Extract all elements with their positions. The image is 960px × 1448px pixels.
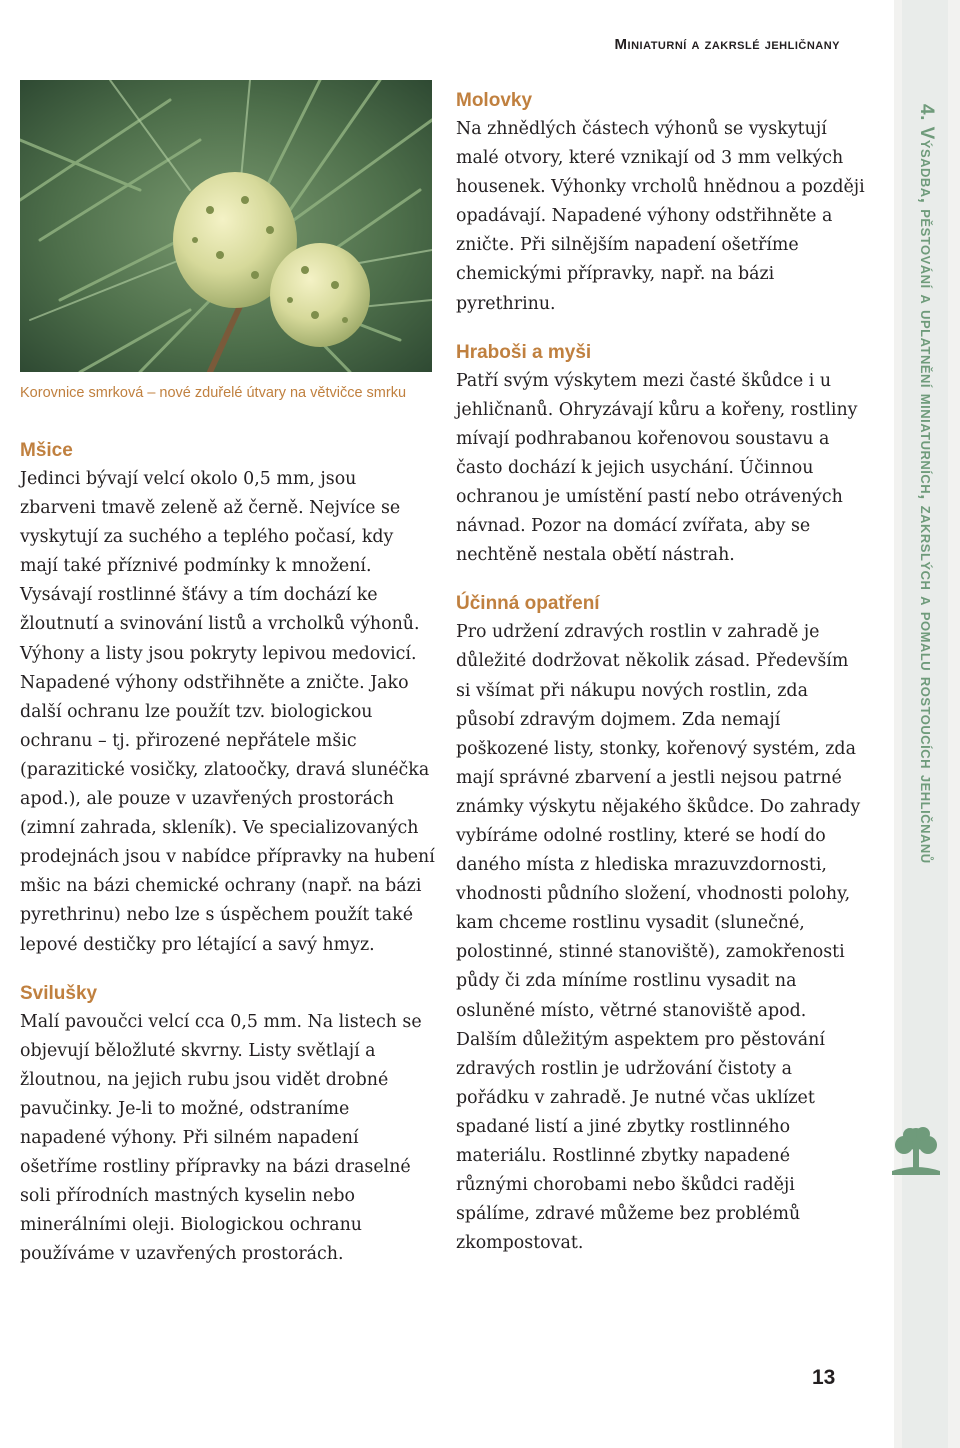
section-body-opatreni: Pro udržení zdravých rostlin v zahradě je důležité dodržovat několik zásad. Především si všímat při nákupu nových rostlin, zda působí zdravým dojmem. Zda nemají poškozené listy, stonky, kořenový systém, zda mají správné zbarvení a jestli nejsou patrné známky výskytu nějakého škůdce. Do zahrady vybíráme odolné rostliny, které se hodí do daného místa z hlediska mrazuvzdornosti, vhodnosti půdního složení, vhodnosti polohy, kam chceme rostlinu vysadit (slunečné, polostinné, stinné stanoviště), zamokřenosti půdy či zda míníme rostlinu vysadit na osluněné místo, větrné stanoviště apod. Dalším důležitým aspektem pro pěstování zdravých rostlin je udržování čistoty a pořádku v zahradě. Je nutné včas uklízet spadané listí a jiné zbytky rostlinného materiálu. Rostlinné zbytky napadené různými chorobami nebo škůdci raději spálíme, zdravé můžeme bez problémů zkompostovat. — [456, 622, 861, 1254]
section-body-svilusky: Malí pavoučci velcí cca 0,5 mm. Na listech se objevují běložluté skvrny. Listy světlají a žloutnou, na jejich rubu jsou vidět drobné pavučinky. Je-li to možné, odstraníme napadené výhony. Při silném napadení ošetříme rostliny přípravky na bázi draselné soli přírodních mastných kyselin nebo minerálními oleji. Biologickou ochranu používáme v uzavřených prostorách. — [20, 1011, 422, 1265]
chapter-title-vertical — [869, 104, 949, 1164]
section-title-opatreni: Účinná opatření — [456, 593, 600, 615]
left-column — [20, 437, 435, 1269]
running-header: Miniaturní a zakrslé jehličnany — [614, 36, 840, 53]
chapter-title-text: 4. Výsadba, pěstování a uplatnění miniaturních, zakrslých a pomalu rostoucích jehličnanů — [916, 104, 937, 864]
section-body-molovky: Na zhnědlých částech výhonů se vyskytují malé otvory, které vznikají od 3 mm velkých housenek. Výhonky vrcholů hnědnou a později opadávají. Napadené výhony odstřihněte a zničte. Při silnějším napadení ošetříme chemickými přípravky, např. na bázi pyrethrinu. — [456, 119, 865, 314]
right-column — [456, 87, 866, 1258]
section-body-hrabosi: Patří svým výskytem mezi časté škůdce i u jehličnanů. Ohryzávají kůru a kořeny, rostliny mívají podhrabanou kořenovou soustavu a často dochází k jejich usychání. Účinnou ochranou je umístění pastí nebo otrávených návnad. Pozor na domácí zvířata, aby se nechtěně nestala obětí nástrah. — [456, 370, 858, 566]
photo-caption: Korovnice smrková – nové zduřelé útvary na větvičce smrku — [20, 385, 407, 401]
section-title-msice: Mšice — [20, 440, 73, 461]
spruce-photo — [20, 80, 432, 372]
section-title-svilusky: Svilušky — [20, 982, 98, 1004]
section-body-msice: Jedinci bývají velcí okolo 0,5 mm, jsou zbarveni tmavě zeleně až černě. Nejvíce se vyskytují za suchého a teplého počasí, kdy mají také příznivé podmínky k množení. Vysávají rostlinné šťávy a tím dochází ke žloutnutí a svinování listů a vrcholků výhonů. Výhony a listy jsou pokryty lepivou medovicí. Napadené výhony odstřihněte a zničte. Jako další ochranu lze použít tzv. biologickou ochranu – tj. přirozené nepřátele mšic (parazitické vosičky, zlatoočky, dravá slunéčka apod.), ale pouze v uzavřených prostorách (zimní zahrada, skleník). Ve specializovaných prodejnách jsou v nabídce přípravky na hubení mšic na bázi chemické ochrany (např. na bázi pyrethrinu) nebo lze s úspěchem použít také lepové destičky pro létající a savý hmyz. — [20, 469, 435, 955]
tree-icon — [888, 1125, 944, 1175]
section-title-molovky: Molovky — [456, 90, 533, 111]
section-title-hrabosi: Hraboši a myši — [456, 341, 592, 363]
page-number: 13 — [812, 1366, 836, 1389]
